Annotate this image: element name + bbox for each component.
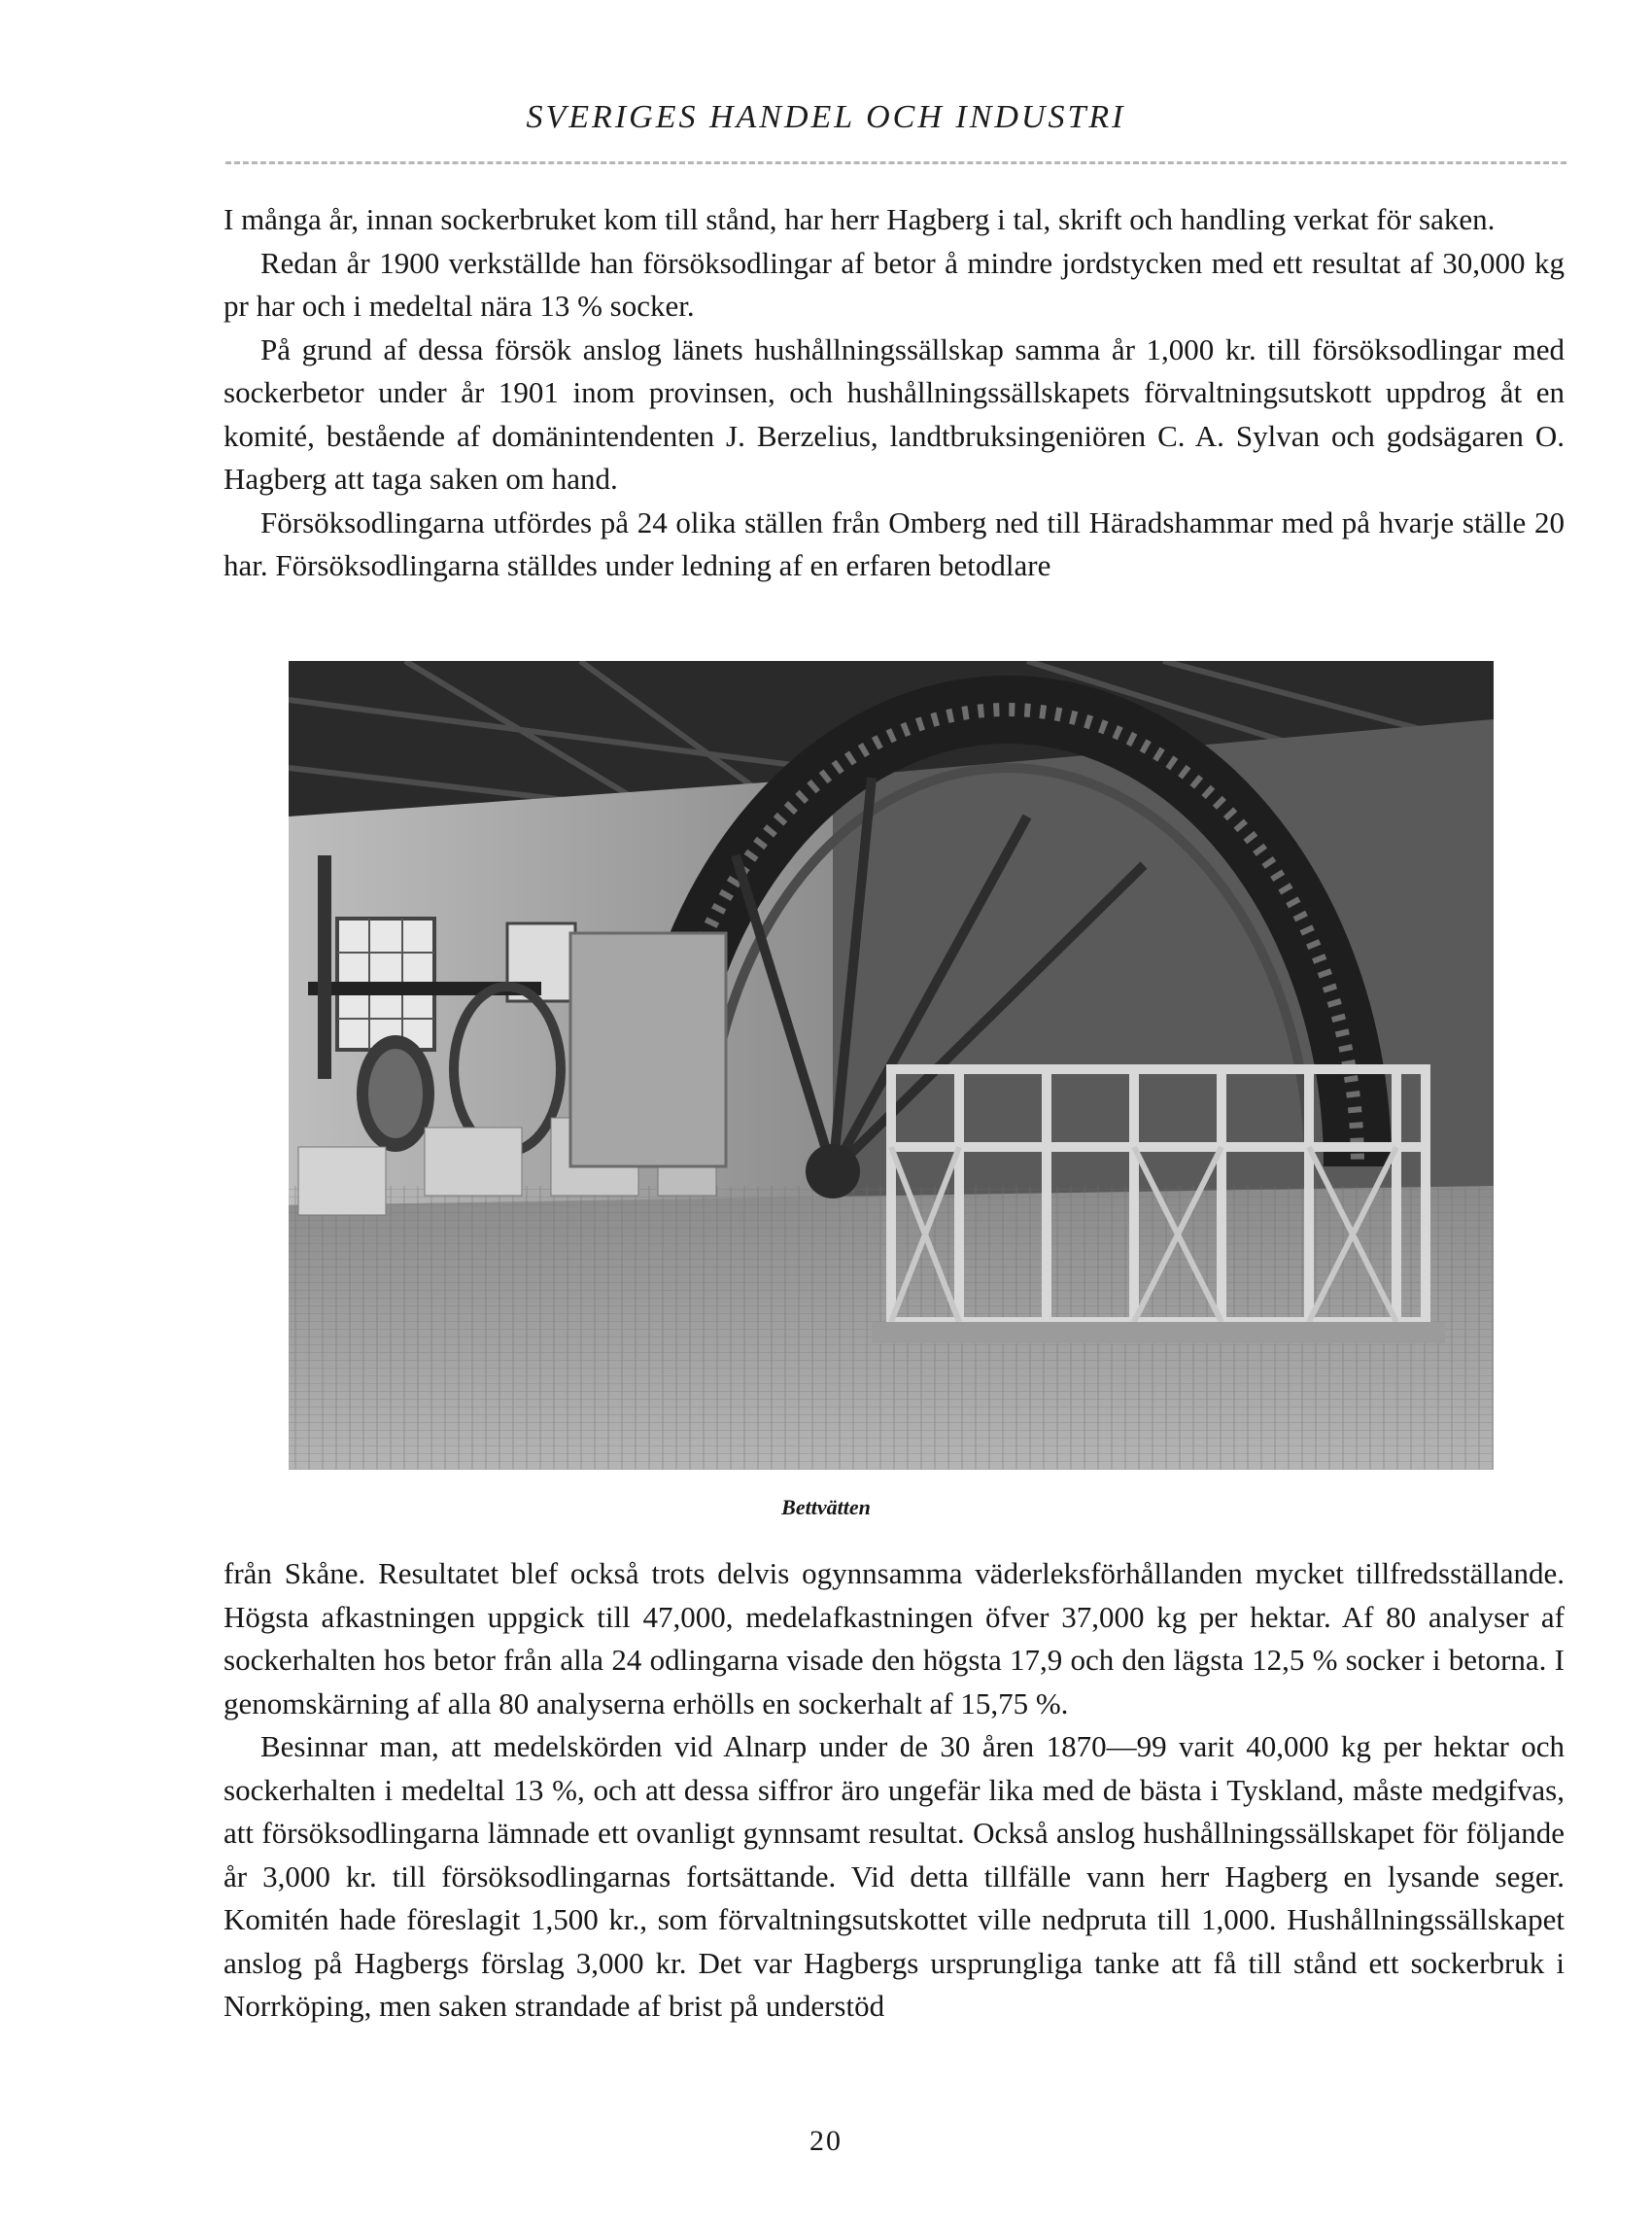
header-rule (225, 161, 1566, 164)
paragraph: från Skåne. Resultatet blef också trots delvis ogynnsamma väderleksförhållanden mycket tillfredsställande. Högsta afkastningen uppgick till 47,000, medelafkastningen öfver 37,000 kg per hektar. Af 80 analyser af sockerhalten hos betor från alla 24 odlingarna visade den högsta 17,9 och den lägsta 12,5 % socker i betorna. I genomskärning af alla 80 analyserna erhölls en sockerhalt af 15,75 %. (224, 1556, 1565, 1720)
paragraph: Redan år 1900 verkställde han försöksodlingar af betor å mindre jordstycken med ett resultat af 30,000 kg pr har och i medeltal nära 13 % socker. (224, 245, 1565, 323)
text-block-bottom (224, 1552, 1565, 2029)
factory-interior-illustration (289, 661, 1494, 1470)
paragraph: Försöksodlingarna utfördes på 24 olika ställen från Omberg ned till Häradshammar med på hvarje ställe 20 har. Försöksodlingarna ställdes under ledning af en erfaren betodlare (224, 504, 1565, 582)
figure-caption: Bettvätten (781, 1495, 871, 1519)
paragraph: Besinnar man, att medelskörden vid Alnarp under de 30 åren 1870—99 varit 40,000 kg per hektar och sockerhalten i medeltal 13 %, och att dessa siffror äro ungefär lika med de bästa i Tyskland, måste medgifvas, att försöksodlingarna lämnade ett ovanligt gynnsamt resultat. Också anslog hushållningssällskapet för följande år 3,000 kr. till försöksodlingarnas fortsättande. Vid detta tillfälle vann herr Hagberg en lysande seger. Komitén hade föreslagit 1,500 kr., som förvaltningsutskottet ville nedpruta till 1,000. Hushållningssällskapet anslog på Hagbergs förslag 3,000 kr. Det var Hagbergs ursprungliga tanke att få till stånd ett sockerbruk i Norrköping, men saken strandade af brist på understöd (224, 1729, 1565, 2023)
paragraph: På grund af dessa försök anslog länets hushållningssällskap samma år 1,000 kr. till försöksodlingar med sockerbetor under år 1901 inom provinsen, och hushållningssällskapets förvaltningsutskott uppdrog åt en komité, bestående af domänintendenten J. Berzelius, landtbruksingeniören C. A. Sylvan och godsägaren O. Hagberg att taga saken om hand. (224, 331, 1565, 496)
text-block-top (224, 198, 1565, 588)
figure-photograph (289, 661, 1494, 1470)
running-head: SVERIGES HANDEL OCH INDUSTRI (526, 99, 1126, 135)
page-number: 20 (809, 2125, 843, 2157)
paragraph: I många år, innan sockerbruket kom till stånd, har herr Hagberg i tal, skrift och handling verkat för saken. (224, 202, 1496, 236)
